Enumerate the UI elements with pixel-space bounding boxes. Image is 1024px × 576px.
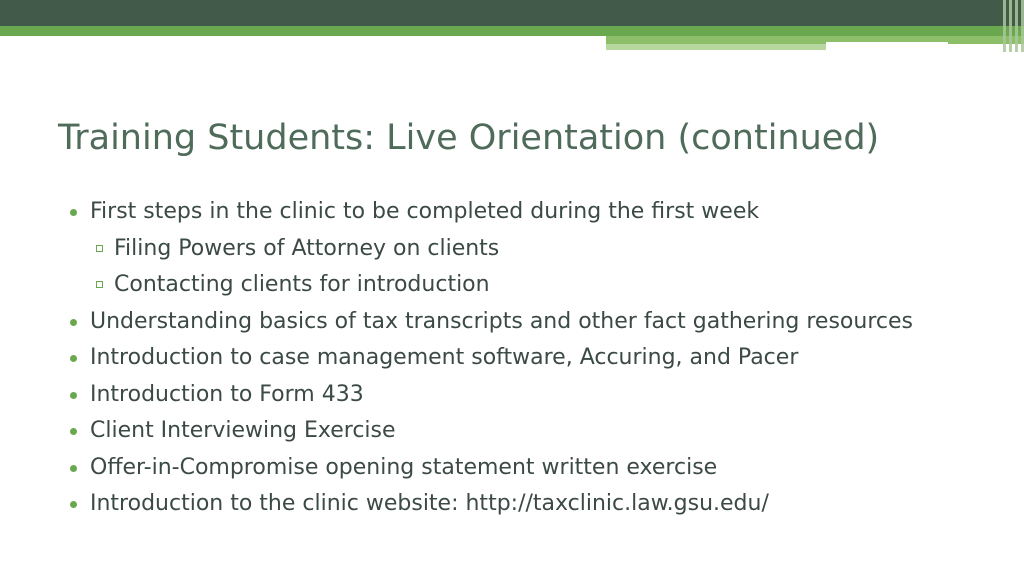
bullet-item: Client Interviewing Exercise — [70, 413, 913, 450]
bullet-list — [70, 194, 913, 523]
bullet-item: Introduction to case management software, Accuring, and Pacer — [70, 340, 913, 377]
bullet-item: First steps in the clinic to be completed during the first week — [70, 194, 913, 231]
header-decoration — [0, 0, 1024, 52]
header-pale-green-band — [606, 44, 826, 50]
bullet-item: Understanding basics of tax transcripts and other fact gathering resources — [70, 304, 913, 341]
stripe — [1009, 0, 1012, 52]
header-light-green-band — [606, 36, 1024, 44]
header-green-band — [0, 26, 1024, 36]
sub-bullet-item: Contacting clients for introduction — [70, 267, 913, 304]
bullet-item: Introduction to Form 433 — [70, 377, 913, 414]
header-dark-band — [0, 0, 1024, 26]
sub-bullet-item: Filing Powers of Attorney on clients — [70, 231, 913, 268]
header-stripes — [994, 0, 1024, 52]
header-white-line — [826, 42, 948, 44]
stripe — [1003, 0, 1006, 52]
stripe — [1015, 0, 1018, 52]
bullet-item: Offer-in-Compromise opening statement written exercise — [70, 450, 913, 487]
slide-title: Training Students: Live Orientation (continued) — [58, 118, 880, 158]
bullet-item: Introduction to the clinic website: http://taxclinic.law.gsu.edu/ — [70, 486, 913, 523]
